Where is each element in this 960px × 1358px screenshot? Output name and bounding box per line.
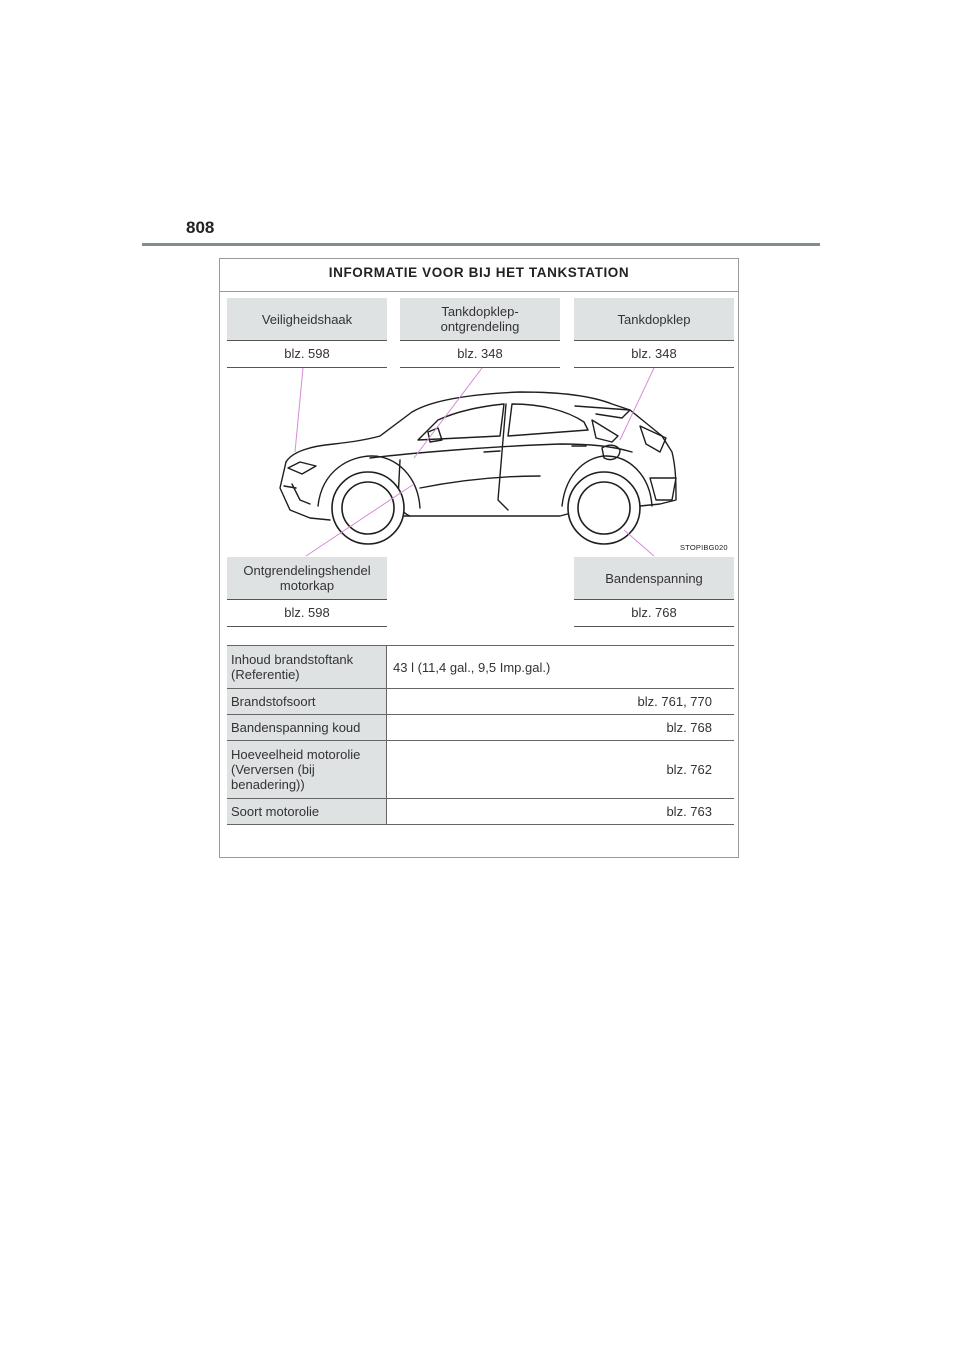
panel-title: INFORMATIE VOOR BIJ HET TANKSTATION [220,259,738,292]
spec-value: blz. 762 [387,741,735,799]
spec-value: blz. 763 [387,799,735,825]
spec-key: Brandstofsoort [227,689,387,715]
spec-value: 43 l (11,4 gal., 9,5 Imp.gal.) [387,646,735,689]
spec-key: Bandenspanning koud [227,715,387,741]
figure-code: STOPIBG020 [680,543,728,552]
ref-fuel-door: blz. 348 [574,342,734,368]
table-row [227,689,734,715]
table-row [227,741,734,799]
table-row [227,799,734,825]
table-row [227,715,734,741]
spec-value: blz. 761, 770 [387,689,735,715]
label-fuel-door-opener: Tankdopklep- ontgrendeling [400,298,560,341]
spec-key: Inhoud brandstoftank (Referentie) [227,646,387,689]
label-hood-release-lever: Ontgrendelingshendel motorkap [227,557,387,600]
ref-fuel-door-opener: blz. 348 [400,342,560,368]
label-fuel-door: Tankdopklep [574,298,734,341]
ref-tire-pressure: blz. 768 [574,601,734,627]
table-row [227,646,734,689]
spec-value: blz. 768 [387,715,735,741]
ref-safety-hook: blz. 598 [227,342,387,368]
page-number: 808 [186,218,215,237]
spec-table [227,645,734,825]
label-safety-hook: Veiligheidshaak [227,298,387,341]
label-tire-pressure: Bandenspanning [574,557,734,600]
spec-key: Soort motorolie [227,799,387,825]
spec-key: Hoeveelheid motorolie (Verversen (bij benadering)) [227,741,387,799]
ref-hood-release-lever: blz. 598 [227,601,387,627]
